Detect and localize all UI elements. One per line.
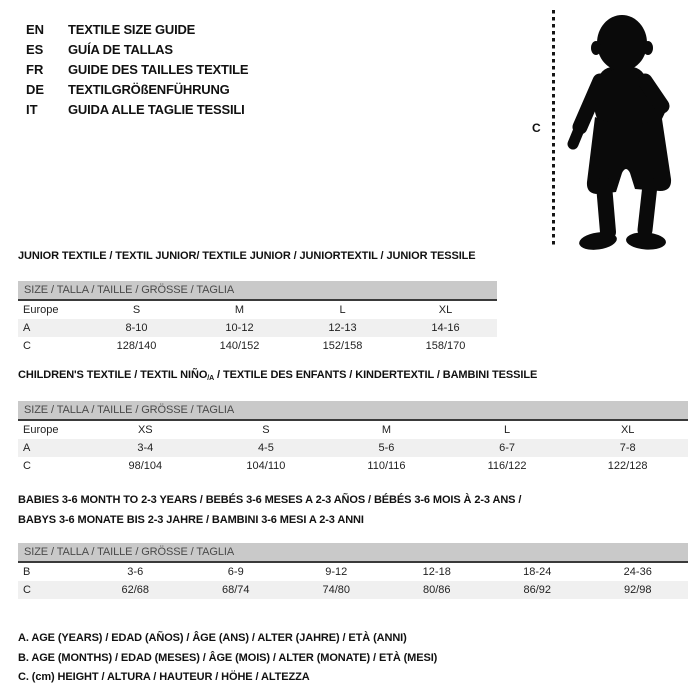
table-cell: S — [132, 304, 141, 316]
language-title: TEXTILGRÖßENFÜHRUNG — [68, 82, 230, 97]
size-header-bar: SIZE / TALLA / TAILLE / GRÖSSE / TAGLIA — [18, 543, 688, 563]
section-title-text: CHILDREN'S TEXTILE / TEXTIL NIÑO — [18, 369, 208, 381]
language-code: FR — [26, 62, 44, 77]
table-junior — [18, 281, 497, 355]
row-label: B — [23, 566, 31, 578]
table-body — [18, 301, 497, 355]
language-row — [26, 20, 248, 40]
table-cell: L — [504, 424, 511, 436]
note-line: B. AGE (MONTHS) / EDAD (MESES) / ÂGE (MOIS) / ALTER (MONATE) / ETÀ (MESI) — [18, 651, 438, 664]
language-row — [26, 100, 248, 120]
language-row — [26, 40, 248, 60]
table-row — [18, 301, 497, 319]
table-cell: 7-8 — [619, 442, 636, 454]
table-cell: XS — [137, 424, 153, 436]
footnotes — [18, 629, 437, 688]
table-cell: 98/104 — [128, 460, 163, 472]
language-list — [26, 20, 248, 120]
table-cell: 5-6 — [378, 442, 395, 454]
table-cell: 68/74 — [221, 584, 250, 596]
language-title: GUIDA ALLE TAGLIE TESSILI — [68, 102, 245, 117]
row-label: A — [23, 442, 31, 454]
language-title: TEXTILE SIZE GUIDE — [68, 22, 196, 37]
table-cell: 62/68 — [121, 584, 150, 596]
table-cell: 86/92 — [523, 584, 552, 596]
table-cell: S — [262, 424, 270, 436]
section-title-babies — [18, 490, 521, 530]
language-title: GUIDE DES TAILLES TEXTILE — [68, 62, 249, 77]
table-cell: 92/98 — [623, 584, 652, 596]
table-cell: 116/122 — [487, 460, 527, 472]
size-header-bar: SIZE / TALLA / TAILLE / GRÖSSE / TAGLIA — [18, 281, 497, 301]
table-cell: 18-24 — [523, 566, 552, 578]
table-row — [18, 319, 497, 337]
table-body — [18, 563, 688, 599]
table-cell: 10-12 — [225, 322, 254, 334]
table-cell: 24-36 — [623, 566, 652, 578]
table-cell: 6-7 — [499, 442, 516, 454]
row-label: C — [23, 584, 31, 596]
note-line: A. AGE (YEARS) / EDAD (AÑOS) / ÂGE (ANS) / ALTER (JAHRE) / ETÀ (ANNI) — [18, 632, 407, 644]
row-label: C — [23, 460, 31, 472]
height-measure-line — [552, 10, 555, 248]
table-cell: 152/158 — [322, 340, 363, 352]
language-code: IT — [26, 102, 38, 117]
table-body — [18, 421, 688, 475]
section-title-text: / TEXTILE DES ENFANTS / KINDERTEXTIL / BAMBINI TESSILE — [214, 369, 538, 381]
table-cell: 80/86 — [422, 584, 451, 596]
table-cell: 110/116 — [367, 460, 406, 472]
section-title-line2: BABYS 3-6 MONATE BIS 2-3 JAHRE / BAMBINI 3-6 MESI A 2-3 ANNI — [18, 514, 364, 526]
row-label: Europe — [23, 424, 59, 436]
table-children — [18, 401, 688, 475]
table-cell: 14-16 — [431, 322, 460, 334]
table-row — [18, 581, 688, 599]
note-line: C. (cm) HEIGHT / ALTURA / HAUTEUR / HÖHE / ALTEZZA — [18, 671, 310, 683]
language-title: GUÍA DE TALLAS — [68, 42, 173, 57]
table-cell: M — [234, 304, 245, 316]
table-cell: XL — [620, 424, 635, 436]
table-cell: 74/80 — [322, 584, 351, 596]
language-row — [26, 80, 248, 100]
table-cell: 158/170 — [425, 340, 466, 352]
table-cell: XL — [438, 304, 453, 316]
table-cell: 6-9 — [227, 566, 244, 578]
table-cell: 122/128 — [607, 460, 648, 472]
language-code: DE — [26, 82, 45, 97]
language-row — [26, 60, 248, 80]
table-cell: 140/152 — [219, 340, 260, 352]
table-cell: M — [381, 424, 392, 436]
language-code: EN — [26, 22, 45, 37]
figure-area — [530, 0, 700, 255]
table-cell: 8-10 — [125, 322, 148, 334]
table-babies — [18, 543, 688, 599]
row-label: A — [23, 322, 31, 334]
row-label: Europe — [23, 304, 59, 316]
table-cell: 104/110 — [246, 460, 286, 472]
section-title-line1: BABIES 3-6 MONTH TO 2-3 YEARS / BEBÉS 3-6 MESES A 2-3 AÑOS / BÉBÉS 3-6 MOIS À 2-3 ANS / — [18, 494, 522, 506]
table-cell: 9-12 — [325, 566, 348, 578]
table-cell: 12-18 — [422, 566, 451, 578]
table-cell: 3-4 — [137, 442, 154, 454]
section-title-junior: JUNIOR TEXTILE / TEXTIL JUNIOR/ TEXTILE JUNIOR / JUNIORTEXTIL / JUNIOR TESSILE — [18, 250, 476, 262]
language-code: ES — [26, 42, 44, 57]
table-row — [18, 457, 688, 475]
table-row — [18, 421, 688, 439]
row-label: C — [23, 340, 31, 352]
table-row — [18, 563, 688, 581]
table-cell: 128/140 — [116, 340, 157, 352]
baby-silhouette-icon — [565, 5, 700, 250]
section-title-subscript: /A — [207, 375, 215, 382]
table-cell: 4-5 — [257, 442, 274, 454]
measure-label-c: C — [532, 121, 541, 135]
table-cell: 12-13 — [328, 322, 357, 334]
table-row — [18, 439, 688, 457]
size-header-bar: SIZE / TALLA / TAILLE / GRÖSSE / TAGLIA — [18, 401, 688, 421]
table-row — [18, 337, 497, 355]
table-cell: L — [339, 304, 346, 316]
table-cell: 3-6 — [127, 566, 144, 578]
section-title-children — [18, 365, 537, 389]
